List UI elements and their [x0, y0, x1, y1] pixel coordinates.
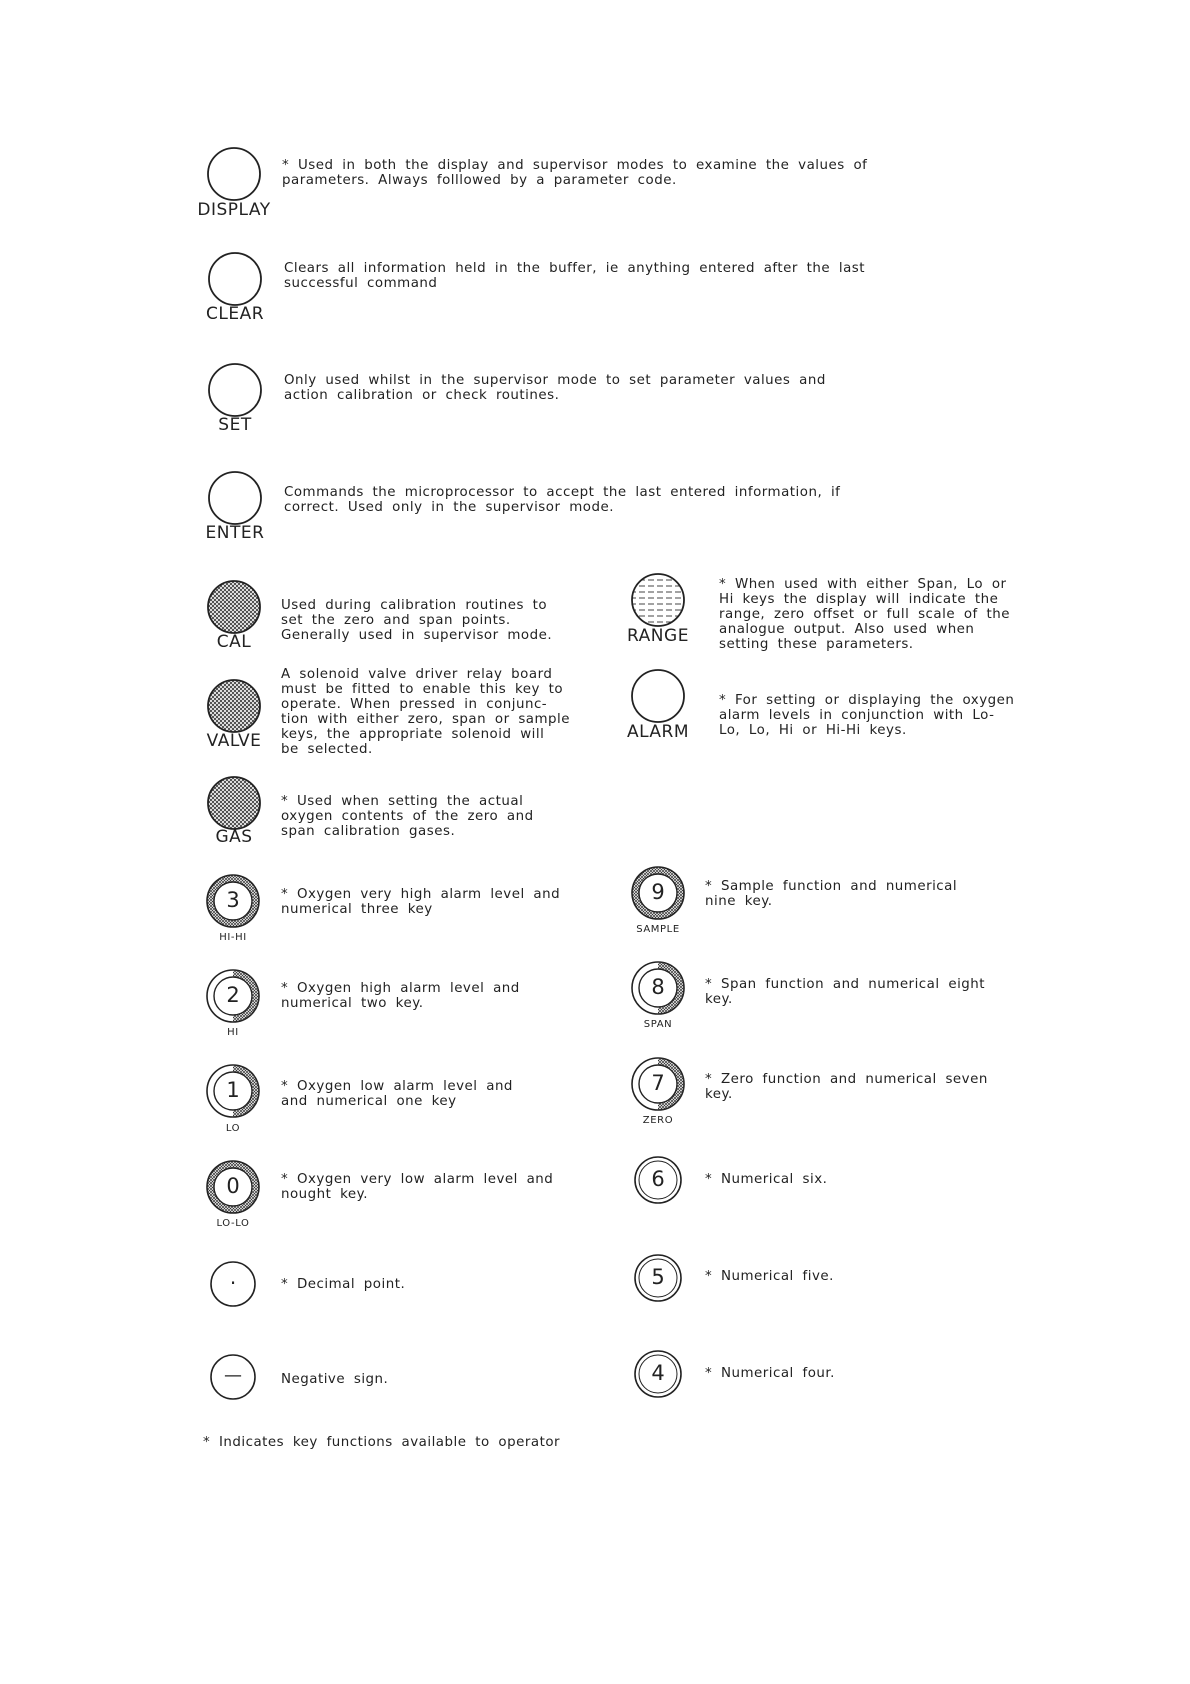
- valve-key-description: A solenoid valve driver relay board must be fitted to enable this key to operate. When pressed in conjunc- tion with either zero, span or sample keys, the appropriate solenoid will be selected.: [281, 667, 571, 757]
- key-6-digit: 6: [651, 1167, 665, 1191]
- key-9-description: * Sample function and numerical nine key.: [705, 879, 958, 909]
- display-key-icon[interactable]: [205, 145, 263, 203]
- decimal-point-key-icon[interactable]: [207, 1258, 259, 1310]
- key-7-digit: 7: [651, 1071, 665, 1095]
- key-7-sublabel: ZERO: [642, 1115, 674, 1126]
- key-3-digit: 3: [226, 888, 240, 912]
- key-1-digit: 1: [226, 1078, 240, 1102]
- range-key-icon[interactable]: [629, 571, 687, 629]
- key-4-icon[interactable]: [632, 1348, 684, 1400]
- key-8-sublabel: SPAN: [643, 1019, 673, 1030]
- key-6-description: * Numerical six.: [705, 1172, 828, 1187]
- set-key-description: Only used whilst in the supervisor mode to set parameter values and action calibration or check routines.: [284, 373, 826, 403]
- set-key-icon[interactable]: [206, 361, 264, 419]
- key-2-description: * Oxygen high alarm level and numerical two key.: [281, 981, 520, 1011]
- range-key-label: RANGE: [627, 626, 689, 646]
- key-4-digit: 4: [651, 1361, 665, 1385]
- clear-key-description: Clears all information held in the buffer, ie anything entered after the last successful command: [284, 261, 866, 291]
- enter-key-description: Commands the microprocessor to accept the last entered information, if correct. Used only in the supervisor mode.: [284, 485, 841, 515]
- key-3-sublabel: HI-HI: [219, 932, 247, 943]
- key-4-description: * Numerical four.: [705, 1366, 835, 1381]
- decimal-point-description: * Decimal point.: [281, 1277, 406, 1292]
- valve-key-label: VALVE: [206, 731, 262, 751]
- key-8-icon[interactable]: [630, 960, 686, 1016]
- key-1-icon[interactable]: [205, 1063, 261, 1119]
- alarm-key-icon[interactable]: [629, 667, 687, 725]
- display-key-label: DISPLAY: [197, 200, 271, 220]
- key-0-digit: 0: [226, 1174, 240, 1198]
- decimal-point-digit: ·: [229, 1271, 237, 1295]
- key-7-description: * Zero function and numerical seven key.: [705, 1072, 988, 1102]
- key-5-icon[interactable]: [632, 1252, 684, 1304]
- key-7-icon[interactable]: [630, 1056, 686, 1112]
- key-5-description: * Numerical five.: [705, 1269, 834, 1284]
- clear-key-label: CLEAR: [205, 304, 265, 324]
- key-6-icon[interactable]: [632, 1154, 684, 1206]
- alarm-key-description: * For setting or displaying the oxygen alarm levels in conjunction with Lo- Lo, Lo, Hi or Hi-Hi keys.: [719, 693, 1015, 738]
- key-9-icon[interactable]: [630, 865, 686, 921]
- key-2-digit: 2: [226, 983, 240, 1007]
- clear-key-icon[interactable]: [206, 250, 264, 308]
- cal-key-label: CAL: [216, 632, 252, 652]
- key-0-sublabel: LO-LO: [216, 1218, 250, 1229]
- key-5-digit: 5: [651, 1265, 665, 1289]
- key-3-description: * Oxygen very high alarm level and numerical three key: [281, 887, 561, 917]
- set-key-label: SET: [218, 415, 252, 435]
- enter-key-icon[interactable]: [206, 469, 264, 527]
- footnote: * Indicates key functions available to operator: [203, 1435, 561, 1450]
- key-3-icon[interactable]: [205, 873, 261, 929]
- key-9-sublabel: SAMPLE: [636, 924, 680, 935]
- cal-key-icon[interactable]: [205, 578, 263, 636]
- negative-sign-description: Negative sign.: [281, 1372, 389, 1387]
- negative-sign-digit: —: [224, 1365, 242, 1386]
- negative-sign-key-icon[interactable]: [207, 1351, 259, 1403]
- key-2-icon[interactable]: [205, 968, 261, 1024]
- range-key-description: * When used with either Span, Lo or Hi keys the display will indicate the range, zero offset or full scale of the analogue output. Also used when setting these parameters.: [719, 577, 1010, 652]
- key-2-sublabel: HI: [227, 1027, 239, 1038]
- key-0-description: * Oxygen very low alarm level and nought key.: [281, 1172, 554, 1202]
- cal-key-description: Used during calibration routines to set the zero and span points. Generally used in supervisor mode.: [281, 598, 553, 643]
- alarm-key-label: ALARM: [626, 722, 690, 742]
- key-8-digit: 8: [651, 975, 665, 999]
- key-1-sublabel: LO: [225, 1123, 241, 1134]
- key-1-description: * Oxygen low alarm level and and numerical one key: [281, 1079, 513, 1109]
- enter-key-label: ENTER: [205, 523, 265, 543]
- valve-key-icon[interactable]: [205, 677, 263, 735]
- key-8-description: * Span function and numerical eight key.: [705, 977, 986, 1007]
- gas-key-icon[interactable]: [205, 774, 263, 832]
- key-0-icon[interactable]: [205, 1159, 261, 1215]
- key-9-digit: 9: [651, 880, 665, 904]
- gas-key-description: * Used when setting the actual oxygen contents of the zero and span calibration gases.: [281, 794, 534, 839]
- gas-key-label: GAS: [215, 827, 253, 847]
- display-key-description: * Used in both the display and supervisor modes to examine the values of parameters. Always folllowed by a parameter code.: [282, 158, 868, 188]
